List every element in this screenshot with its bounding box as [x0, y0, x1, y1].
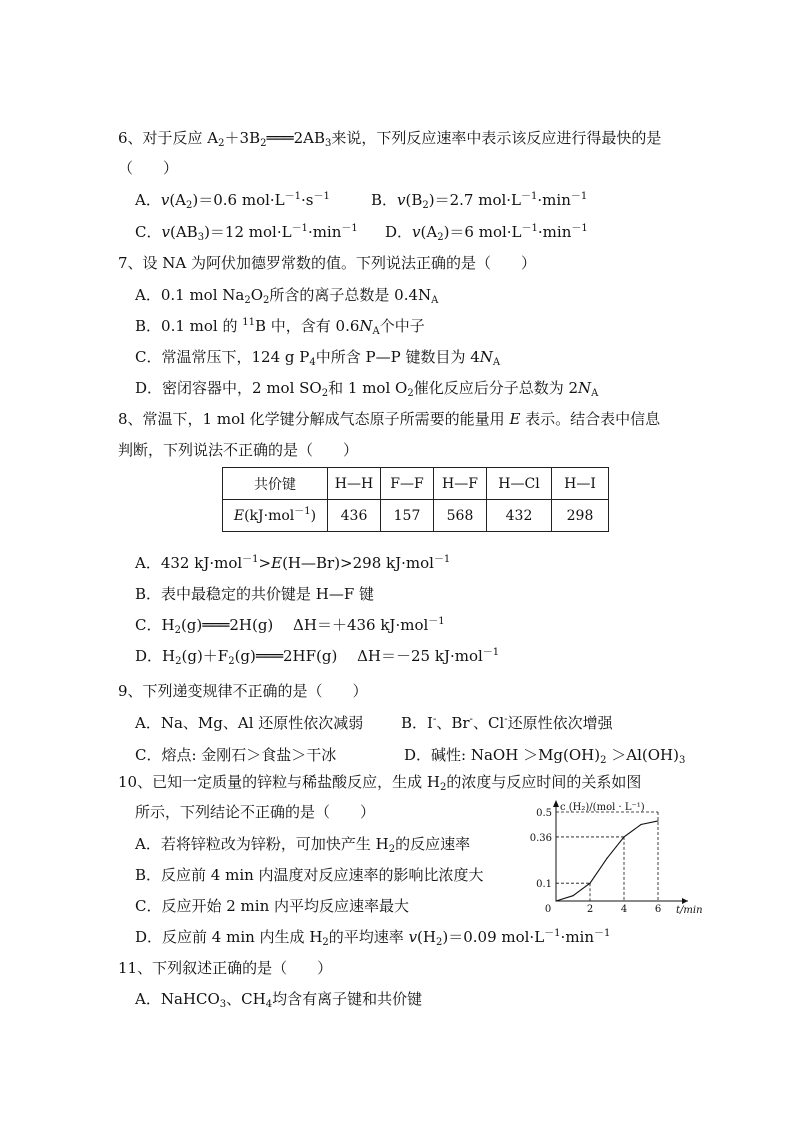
y-tick-label: 0.5 — [536, 808, 552, 819]
q8-stem-line1: 8、常温下，1 mol 化学键分解成气态原子所需要的能量用 E 表示。结合表中信息 — [118, 410, 661, 428]
q6-option-b: B．$v(B_2)=2.7$ $mol\cdot L^{-1}\cdot\min^{-1}$ — [371, 191, 588, 211]
y-tick-label: 0.36 — [529, 832, 552, 844]
data-point — [555, 900, 556, 901]
q10-option-d: D．反应前 4 min 内生成 $H_2$的平均速率 $v(H_2)=0.09$ $mol\cdot L^{-1}\cdot\min^{-1}$ — [135, 928, 611, 948]
table-row — [223, 500, 609, 532]
q11-stem: 11、下列叙述正确的是（ ） — [118, 959, 333, 977]
q9-option-a: A．Na、Mg、Al 还原性依次减弱 — [135, 714, 364, 732]
q8-option-a: A．432 kJ·mol$^{-1}$>E(H—Br)>298 kJ·mol$^{-1}$ — [135, 554, 451, 572]
table-cell: 298 — [552, 500, 609, 532]
q7-option-d: D．密闭容器中，2 mol $SO_2$和 1 mol $O_2$催化反应后分子总数为 $2N_A$ — [135, 379, 599, 399]
data-point — [623, 836, 624, 837]
table-header-cell: H—H — [328, 468, 381, 500]
q8-stem-line2: 判断，下列说法不正确的是（ ） — [118, 441, 359, 459]
q6-bracket: （ ） — [118, 159, 179, 177]
q9-option-d: D．碱性: NaOH $>Mg(OH)_2 >Al(OH)_3$ — [404, 746, 686, 766]
data-point — [657, 820, 658, 821]
chart-layer — [530, 800, 703, 916]
x-tick-label: 4 — [620, 904, 628, 915]
table-row-label: E(kJ·mol$^{-1}$) — [223, 500, 328, 532]
y-axis-arrow — [553, 800, 559, 807]
table-header-cell: H—F — [434, 468, 487, 500]
q7-option-c: C．常温常压下，124 g $P_4$中所含 P—P 键数目为 $4N_A$ — [135, 348, 501, 368]
table-cell: 157 — [381, 500, 434, 532]
q10-option-b: B．反应前 4 min 内温度对反应速率的影响比浓度大 — [135, 866, 484, 884]
q6-option-a: A．$v(A_2)=0.6$ $mol\cdot L^{-1}\cdot s^{-1}$ — [135, 191, 330, 211]
x-axis-arrow — [682, 898, 688, 904]
data-point — [640, 824, 641, 825]
q10-stem-line1: 10、已知一定质量的锌粒与稀盐酸反应，生成 $H_2$的浓度与反应时间的关系如图 — [118, 773, 642, 793]
table-cell: 436 — [328, 500, 381, 532]
q9-option-b: B．I-、Br-、Cl-还原性依次增强 — [401, 714, 613, 732]
series-line — [556, 821, 658, 901]
q8-option-d: D．$H_2(g)+F_2(g)═══2HF(g)$ ΔH＝－25 kJ·mol$^{-1}$ — [135, 647, 500, 667]
table-header-cell: F—F — [381, 468, 434, 500]
data-point — [572, 895, 573, 896]
table-header-cell: H—I — [552, 468, 609, 500]
x-tick-label: 6 — [654, 904, 662, 915]
x-tick-label: 2 — [586, 904, 594, 915]
q6-option-c: C．$v(AB_3)=12$ $mol\cdot L^{-1}\cdot\min^{-1}$ — [135, 223, 358, 243]
q7-stem: 7、设 NA 为阿伏加德罗常数的值。下列说法正确的是（ ） — [118, 254, 537, 272]
q6-option-d: D．$v(A_2)=6$ $mol\cdot L^{-1}\cdot\min^{-1}$ — [385, 223, 588, 243]
table-header-cell: H—Cl — [487, 468, 552, 500]
data-point — [589, 883, 590, 884]
x-axis-label: t/min — [676, 905, 703, 916]
table-header-cell: 共价键 — [223, 468, 328, 500]
table-header-row — [223, 468, 609, 500]
y-axis-label: c (H₂)/(mol · L⁻¹) — [560, 802, 645, 813]
q9-stem: 9、下列递变规律不正确的是（ ） — [118, 682, 368, 700]
q9-option-c: C．熔点: 金刚石＞食盐＞干冰 — [135, 746, 337, 764]
table-cell: 568 — [434, 500, 487, 532]
q7-option-a: A．0.1 mol $Na_2O_2$所含的离子总数是 $0.4N_A$ — [135, 286, 439, 306]
q7-option-b: B．0.1 mol 的 $^{11}$B 中，含有 $0.6N_A$个中子 — [135, 317, 425, 337]
q10-option-c: C．反应开始 2 min 内平均反应速率最大 — [135, 897, 410, 915]
q10-option-a: A．若将锌粒改为锌粉，可加快产生 $H_2$的反应速率 — [135, 835, 471, 855]
table-cell: 432 — [487, 500, 552, 532]
bond-energy-table — [222, 467, 609, 532]
q6-stem: 6、对于反应 $A_2+3B_2═══2AB_3$来说，下列反应速率中表示该反应进行得最快的是 — [118, 129, 662, 149]
h2-concentration-chart — [520, 798, 720, 918]
y-tick-label: 0.1 — [536, 879, 552, 891]
data-point — [606, 858, 607, 859]
q11-option-a: A．NaHCO$_3$、$CH_4$均含有离子键和共价键 — [135, 990, 423, 1010]
q10-stem-line2: 所示，下列结论不正确的是（ ） — [135, 803, 376, 821]
x-tick-label: 0 — [544, 904, 552, 915]
q8-option-b: B．表中最稳定的共价键是 H—F 键 — [135, 585, 375, 603]
q8-option-c: C．$H_2(g)═══2H(g)$ ΔH＝＋436 kJ·mol$^{-1}$ — [135, 616, 445, 636]
